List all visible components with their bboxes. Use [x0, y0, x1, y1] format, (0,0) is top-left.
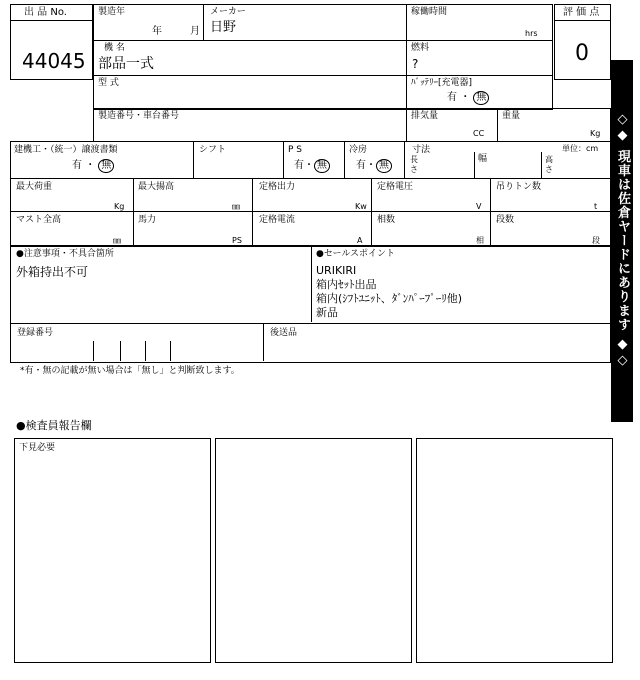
sales-line-4: 新品	[316, 306, 338, 319]
rated-voltage-unit: V	[476, 202, 482, 211]
rating-label: 評 価 点	[563, 7, 600, 18]
inspector-box-3	[416, 438, 613, 663]
displacement-unit: CC	[473, 129, 485, 138]
phases-label: 相数	[377, 215, 396, 225]
doc-ari-nashi: 有 ・ 無	[72, 159, 114, 173]
ps-label: P S	[288, 145, 303, 155]
inspector-box-1-text: 下見必要	[19, 443, 56, 453]
registration-row	[10, 323, 611, 363]
horsepower-unit: PS	[232, 236, 242, 245]
dims-unit: 単位：cm	[562, 144, 599, 153]
model-name-value: 部品一式	[98, 56, 154, 72]
cautions-text: 外箱持出不可	[16, 265, 89, 279]
stages-label: 段数	[496, 215, 515, 225]
spec-table	[10, 141, 611, 247]
shift-label: シフト	[199, 145, 227, 155]
type-label: 型 式	[98, 78, 119, 88]
model-name-label: 機 名	[104, 43, 125, 53]
mfg-year-label: 製造年	[98, 7, 126, 17]
doc-label: 建機工・（統一）譲渡書類	[14, 145, 118, 155]
stages-unit: 段	[592, 236, 600, 245]
shipping-label: 後送品	[270, 328, 298, 338]
battery-ari-nashi: 有 ・ 無	[447, 91, 489, 105]
footnote: *有・無の記載が無い場合は「無し」と判断致します。	[20, 366, 240, 376]
inspector-box-1	[14, 438, 211, 663]
mfg-year-unit: 年	[152, 26, 162, 37]
weight-label: 重量	[502, 111, 521, 121]
crane-ton-label: 吊りトン数	[496, 182, 542, 192]
lot-number: 44045	[22, 49, 86, 73]
cautions-label: ●注意事項・不具合箇所	[16, 249, 114, 259]
sales-line-1: URIKIRI	[316, 264, 357, 277]
cooling-label: 冷房	[349, 145, 368, 155]
lot-label: 出 品 No.	[24, 7, 67, 18]
rating-value: 0	[575, 41, 589, 66]
width-label: 幅	[478, 154, 488, 164]
horsepower-label: 馬力	[138, 215, 157, 225]
max-lift-unit: ㎜	[232, 202, 240, 211]
inspector-title: ●検査員報告欄	[16, 419, 92, 432]
phases-unit: 相	[476, 236, 484, 245]
fuel-label: 燃料	[411, 43, 430, 53]
mfg-month-unit: 月	[190, 26, 200, 37]
max-load-label: 最大荷重	[16, 182, 53, 192]
serial-label: 製造番号・車台番号	[98, 111, 180, 121]
sales-label: ●セールスポイント	[316, 249, 396, 259]
cooling-ari-nashi: 有・ 無	[356, 159, 392, 173]
crane-ton-unit: t	[594, 202, 598, 211]
height-label: 高	[545, 155, 553, 164]
hours-label: 稼働時間	[411, 7, 448, 17]
maker-label: メーカー	[210, 7, 246, 17]
ps-ari-nashi: 有・ 無	[294, 159, 330, 173]
inspector-box-2	[215, 438, 412, 663]
rated-voltage-label: 定格電圧	[377, 182, 414, 192]
mast-height-unit: ㎜	[113, 236, 121, 245]
displacement-label: 排気量	[411, 111, 439, 121]
mast-height-label: マスト全高	[16, 215, 62, 225]
hours-unit: hrs	[525, 29, 538, 38]
weight-unit: Kg	[590, 129, 601, 138]
fuel-value: ?	[412, 57, 419, 71]
side-banner	[611, 60, 633, 422]
side-banner-text: ◇◆ 現車は佐倉ヤードにあります ◆◇	[615, 112, 630, 370]
rated-output-label: 定格出力	[259, 182, 296, 192]
maker-value: 日野	[210, 20, 237, 35]
reg-no-label: 登録番号	[17, 328, 54, 338]
rated-output-unit: Kw	[355, 202, 367, 211]
sales-line-2: 箱内ｾｯﾄ出品	[316, 278, 377, 291]
max-load-unit: Kg	[114, 202, 125, 211]
length-label: 長	[410, 155, 418, 164]
max-lift-label: 最大揚高	[138, 182, 175, 192]
height-label-2: さ	[545, 165, 553, 174]
sales-line-3: 箱内(ｼﾌﾄﾕﾆｯﾄ、ﾀﾞﾝﾊﾟｰﾌﾟｰﾘ他)	[316, 292, 463, 305]
rated-current-unit: A	[357, 236, 363, 245]
dims-label: 寸法	[412, 145, 431, 155]
length-label-2: さ	[410, 165, 418, 174]
rated-current-label: 定格電流	[259, 215, 296, 225]
battery-label: ﾊﾞｯﾃﾘｰ[充電器]	[411, 78, 473, 88]
